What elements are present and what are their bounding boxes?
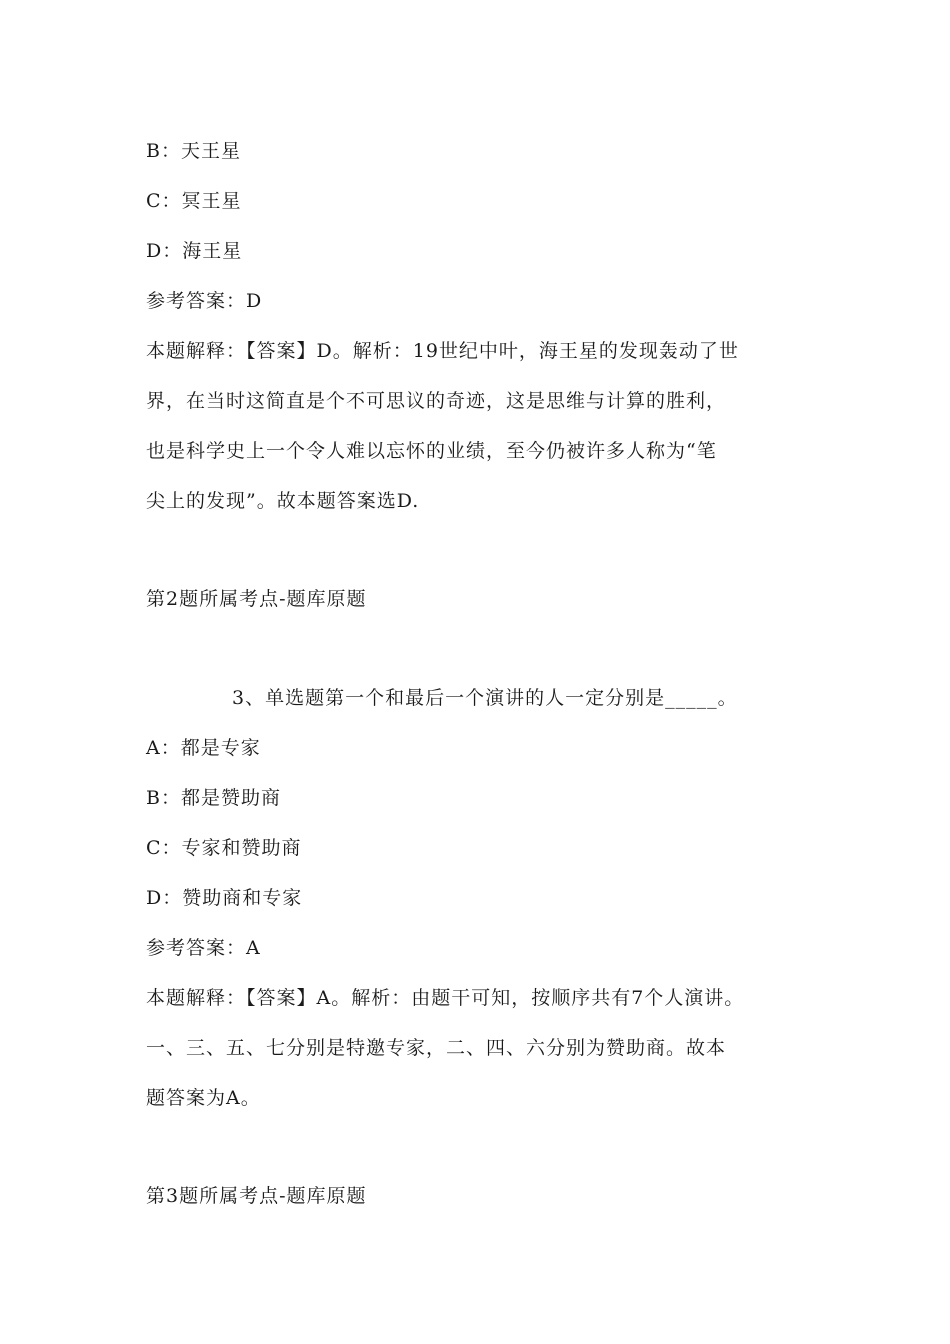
q3-explanation-line: 题答案为A。 (146, 1087, 261, 1109)
q3-explanation-line: 本题解释：【答案】A。解析：由题干可知，按顺序共有7个人演讲。 (146, 987, 745, 1009)
q3-option-b: B：都是赞助商 (146, 787, 281, 809)
q2-option-d: D：海王星 (146, 240, 243, 262)
q3-explanation-line: 一、三、五、七分别是特邀专家，二、四、六分别为赞助商。故本 (146, 1037, 727, 1059)
q2-answer: 参考答案：D (146, 290, 263, 312)
q3-option-c: C：专家和赞助商 (146, 837, 302, 859)
q3-option-d: D：赞助商和专家 (146, 887, 303, 909)
q3-knowledge-point: 第3题所属考点-题库原题 (146, 1185, 367, 1207)
q2-explanation-line: 本题解释：【答案】D。解析：19世纪中叶，海王星的发现轰动了世 (146, 340, 739, 362)
q3-answer: 参考答案：A (146, 937, 261, 959)
q2-option-c: C：冥王星 (146, 190, 242, 212)
q3-option-a: A：都是专家 (146, 737, 261, 759)
q2-explanation-line: 界，在当时这简直是个不可思议的奇迹，这是思维与计算的胜利， (146, 390, 727, 412)
q2-knowledge-point: 第2题所属考点-题库原题 (146, 588, 367, 610)
q2-option-b: B：天王星 (146, 140, 241, 162)
q2-explanation-line: 尖上的发现”。故本题答案选D. (146, 490, 420, 512)
q2-explanation-line: 也是科学史上一个令人难以忘怀的业绩，至今仍被许多人称为“笔 (146, 440, 717, 462)
q3-question: 3、单选题第一个和最后一个演讲的人一定分别是_____。 (232, 687, 738, 709)
